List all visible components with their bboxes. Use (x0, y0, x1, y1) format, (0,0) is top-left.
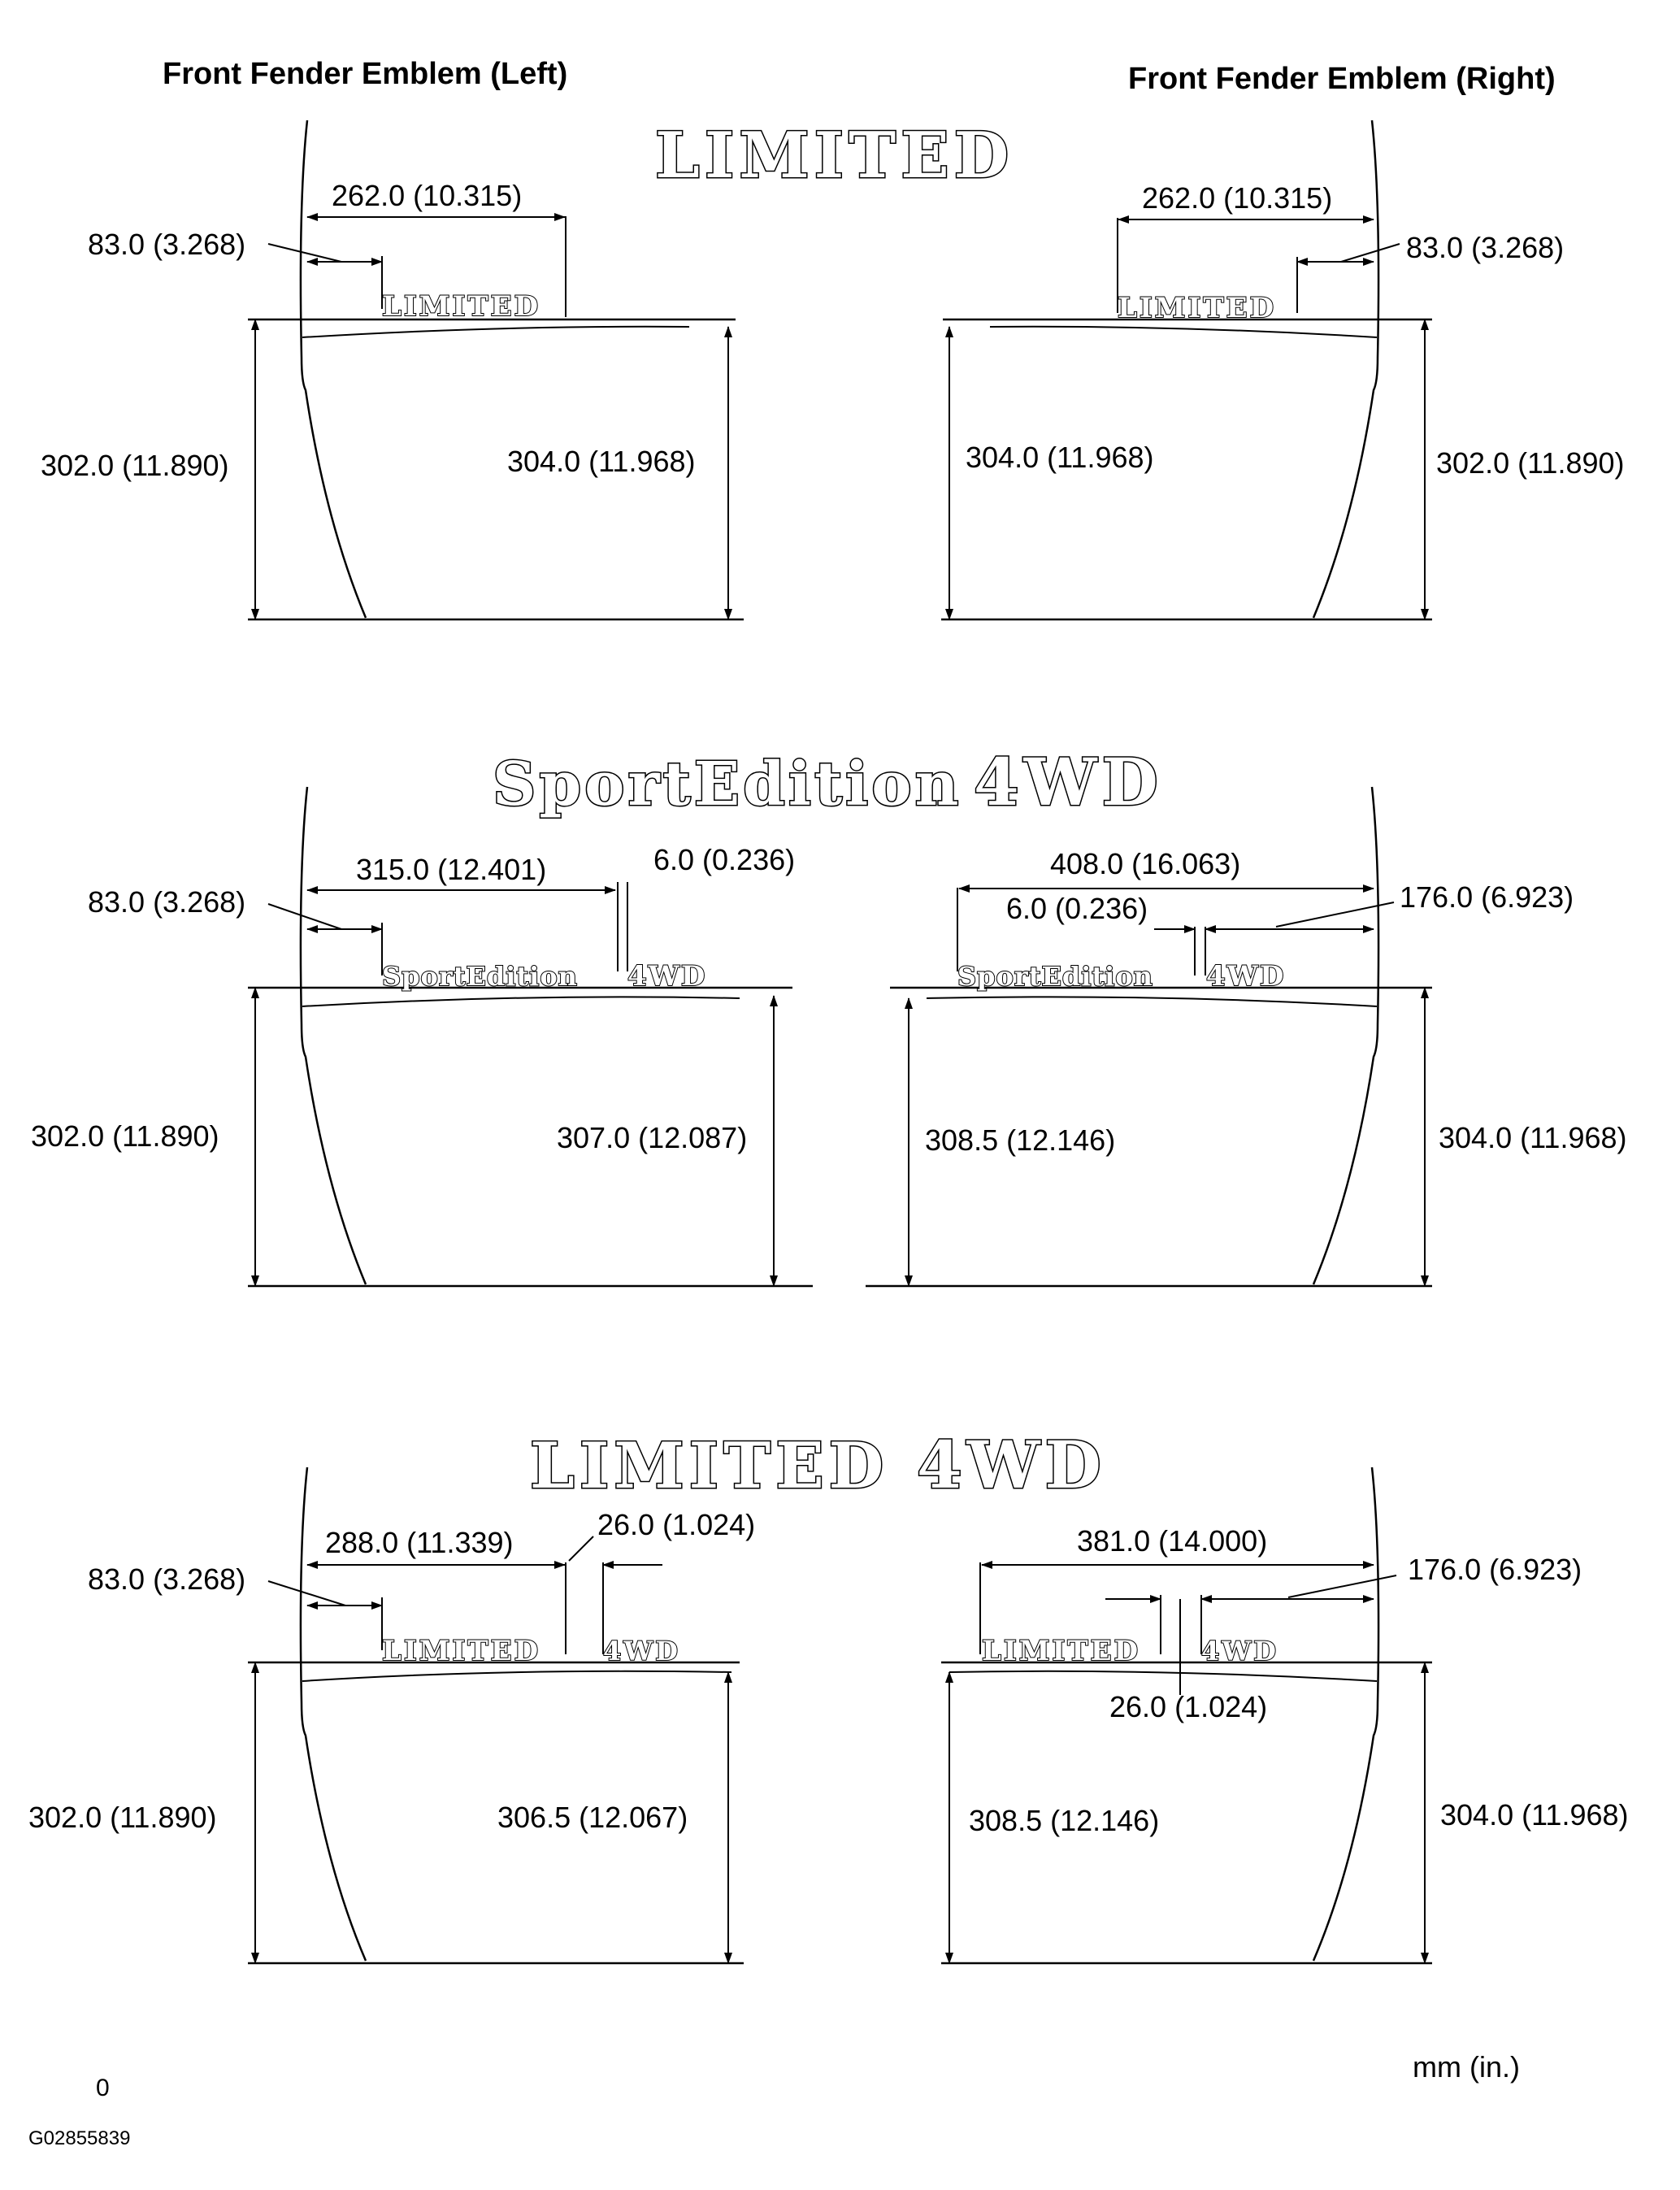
inner-height-label: 306.5 (12.067) (497, 1801, 688, 1834)
four-wd-emblem-title: 4WD (917, 1427, 1106, 1503)
right-fender-limited-4wd (941, 1467, 1629, 1963)
section-limited (41, 119, 1625, 619)
four-wd-emblem: 4WD (1201, 1636, 1278, 1666)
sport-edition-emblem: SportEdition (957, 961, 1153, 992)
inner-height-label: 308.5 (12.146) (925, 1123, 1116, 1157)
section-sport-edition-4wd (31, 744, 1627, 1286)
limited-emblem: LIMITED (1118, 292, 1277, 324)
fender-edge (302, 997, 740, 1006)
offset-label: 176.0 (6.923) (1400, 880, 1574, 914)
left-fender-sport-edition (31, 787, 813, 1286)
gap-label: 6.0 (0.236) (653, 843, 796, 876)
leader-line (268, 904, 341, 929)
page-mark: 0 (96, 2075, 110, 2101)
outer-height-label: 302.0 (11.890) (1436, 446, 1625, 480)
four-wd-emblem-title: 4WD (974, 744, 1163, 820)
outer-height-label: 302.0 (11.890) (31, 1119, 219, 1153)
four-wd-emblem: 4WD (603, 1636, 680, 1666)
offset-label: 83.0 (3.268) (88, 228, 246, 261)
gap-label: 6.0 (0.236) (1006, 892, 1148, 925)
left-fender-limited (41, 120, 744, 619)
fender-outline (1313, 787, 1378, 1284)
offset-label: 83.0 (3.268) (1406, 231, 1565, 264)
width-label: 262.0 (10.315) (332, 179, 523, 212)
figure-id: G02855839 (28, 2127, 131, 2149)
four-wd-emblem: 4WD (627, 960, 707, 993)
right-emblem-header: Front Fender Emblem (Right) (1128, 62, 1556, 96)
inner-height-label: 307.0 (12.087) (557, 1121, 748, 1154)
leader-line (268, 1581, 345, 1606)
outer-height-label: 304.0 (11.968) (1440, 1798, 1629, 1832)
outer-height-label: 302.0 (11.890) (41, 449, 229, 482)
width-label: 315.0 (12.401) (356, 853, 547, 886)
width-label: 381.0 (14.000) (1077, 1524, 1268, 1558)
right-fender-sport-edition (866, 787, 1627, 1286)
fender-edge (302, 1671, 731, 1681)
sport-edition-emblem: SportEdition (382, 961, 578, 992)
left-fender-limited-4wd (28, 1467, 755, 1963)
limited-emblem-title: LIMITED (530, 1429, 889, 1503)
width-label: 262.0 (10.315) (1142, 181, 1333, 215)
limited-emblem-title: LIMITED (655, 119, 1014, 193)
right-fender-limited (941, 120, 1625, 619)
leader-line (1276, 902, 1394, 927)
four-wd-emblem: 4WD (1206, 960, 1286, 993)
fender-edge (927, 997, 1377, 1006)
leader-line (268, 244, 341, 262)
inner-height-label: 308.5 (12.146) (969, 1804, 1160, 1837)
width-label: 288.0 (11.339) (325, 1526, 514, 1559)
offset-label: 176.0 (6.923) (1408, 1553, 1582, 1586)
left-emblem-header: Front Fender Emblem (Left) (163, 57, 568, 91)
fender-edge (949, 1671, 1377, 1681)
leader-line (1288, 1575, 1396, 1597)
leader-line (569, 1536, 593, 1561)
fender-edge (302, 327, 689, 337)
inner-height-label: 304.0 (11.968) (507, 445, 696, 478)
sport-edition-emblem-title: SportEdition (493, 750, 962, 819)
offset-label: 83.0 (3.268) (88, 885, 246, 919)
inner-height-label: 304.0 (11.968) (966, 441, 1154, 474)
section-limited-4wd (28, 1427, 1629, 1963)
fender-edge (990, 327, 1377, 337)
gap-label: 26.0 (1.024) (597, 1508, 756, 1541)
gap-label: 26.0 (1.024) (1109, 1690, 1268, 1723)
limited-emblem: LIMITED (382, 1635, 541, 1667)
leader-line (1341, 244, 1400, 262)
fender-outline (1313, 1467, 1378, 1961)
offset-label: 83.0 (3.268) (88, 1562, 246, 1596)
outer-height-label: 302.0 (11.890) (28, 1801, 217, 1834)
limited-emblem: LIMITED (382, 290, 541, 323)
width-label: 408.0 (16.063) (1050, 847, 1241, 880)
limited-emblem: LIMITED (982, 1635, 1141, 1667)
unit-label: mm (in.) (1413, 2050, 1520, 2084)
outer-height-label: 304.0 (11.968) (1439, 1121, 1627, 1154)
